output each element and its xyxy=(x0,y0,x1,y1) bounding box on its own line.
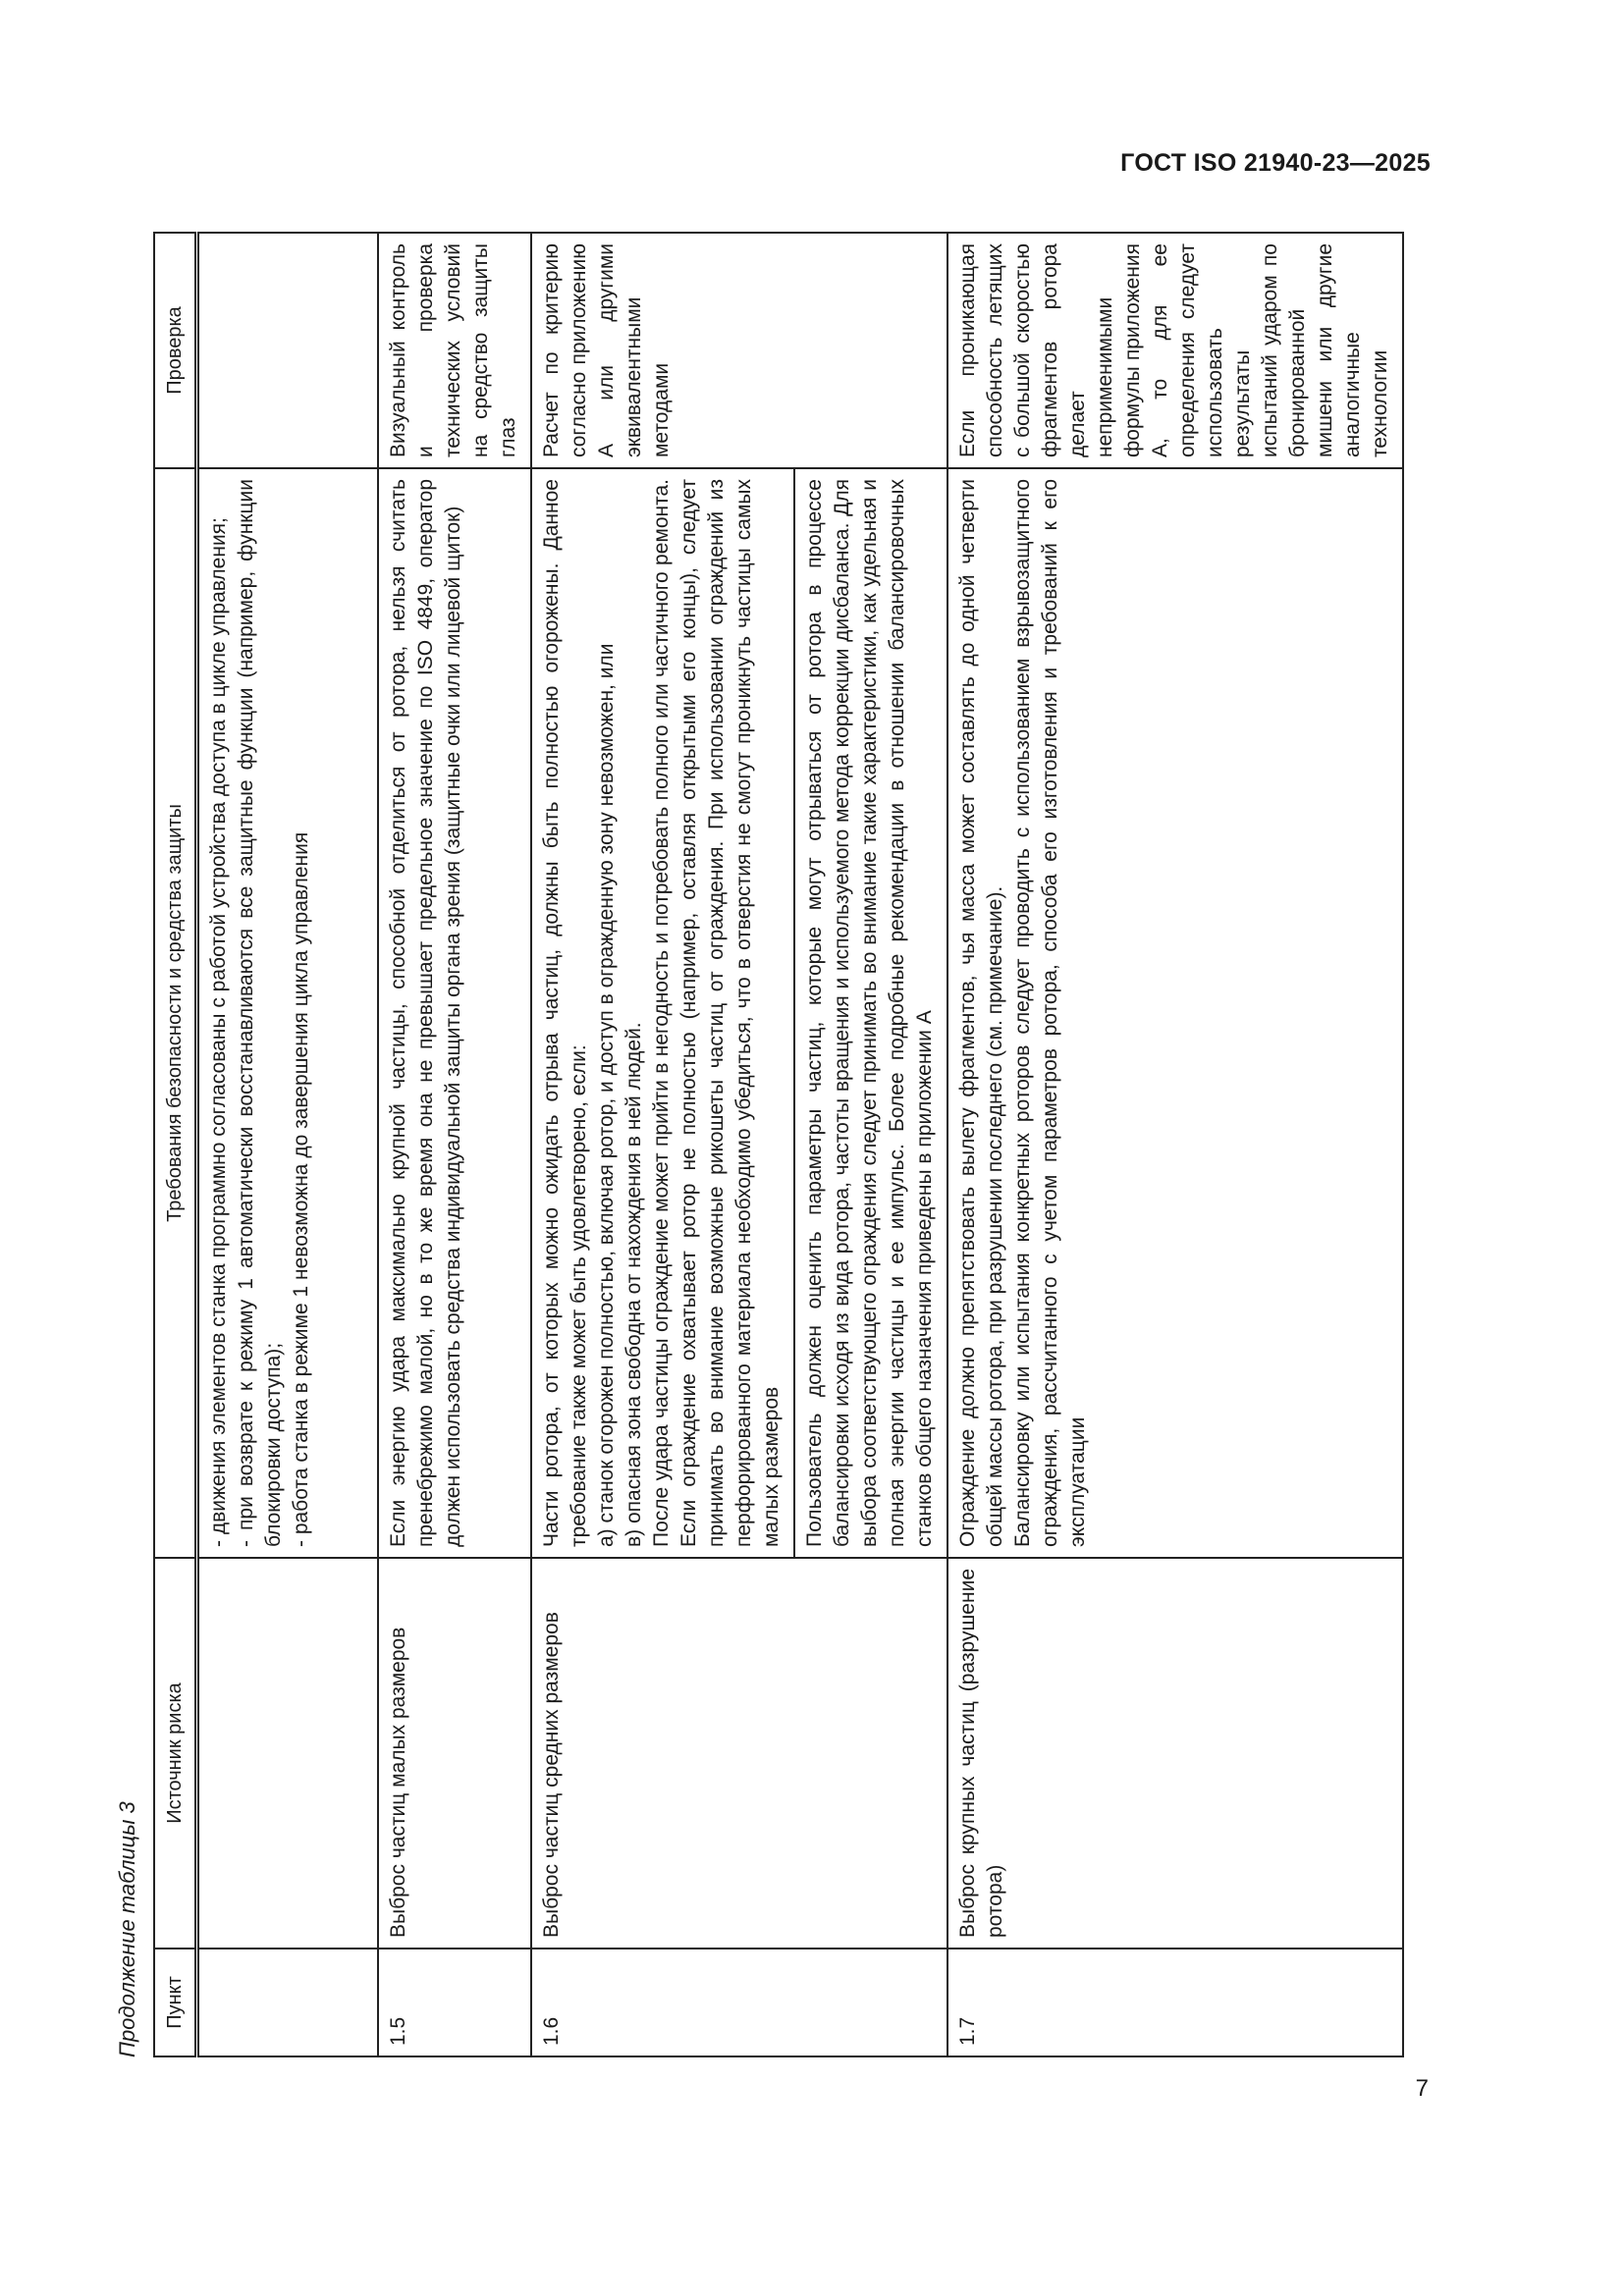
requirement-line: Если энергию удара максимально крупной частицы, способной отделиться от ротора, нельзя считать пренебрежимо малой, но в то же время она не превышает предельное значение по ISO 4849, оператор должен использовать средства индивидуальной защиты органа зрения (защитные очки или лицевой щиток) xyxy=(386,479,464,1547)
rotated-table-area xyxy=(108,232,1426,2057)
row-source: Выброс частиц средних размеров xyxy=(531,1558,947,1949)
requirement-line: - движения элементов станка программно согласованы с работой устройства доступа в цикле управления; xyxy=(207,517,230,1547)
row-check: Расчет по критерию согласно приложению А или другими эквивалентными методами xyxy=(531,233,947,468)
row-source xyxy=(197,1558,378,1949)
page-number: 7 xyxy=(1415,2075,1429,2102)
row-item: 1.7 xyxy=(947,1949,1403,2056)
requirement-line: Балансировку или испытания конкретных роторов следует проводить с использованием взрывозащитного ограждения, рассчитанного с учетом параметров ротора, способа его изготовления и требований к его эксплуатации xyxy=(1010,479,1089,1547)
requirement-line: в) опасная зона свободна от нахождения в ней людей. xyxy=(622,1022,645,1547)
row-check: Если проникающая способность летящих с большой скоростью фрагментов ротора делает неприменимыми формулы приложения А, то для ее определения следует использовать результаты испытаний ударом по бронированной мишени или другие аналогичные технологии xyxy=(947,233,1403,468)
header-check: Проверка xyxy=(154,233,197,468)
row-source: Выброс крупных частиц (разрушение ротора) xyxy=(947,1558,1403,1949)
row-check: Визуальный контроль и проверка технических условий на средство защиты глаз xyxy=(378,233,531,468)
table-row xyxy=(197,233,378,2056)
row-requirements xyxy=(197,468,378,1558)
row-check xyxy=(197,233,378,468)
requirement-line: Ограждение должно препятствовать вылету фрагментов, чья масса может составлять до одной четверти общей массы ротора, при разрушении последнего (см. примечание). xyxy=(955,479,1006,1547)
row-source: Выброс частиц малых размеров xyxy=(378,1558,531,1949)
requirement-line: Пользователь должен оценить параметры частиц, которые могут отрываться от ротора в процессе балансировки исходя из вида ротора, частоты вращения и используемого метода коррекции дисбаланса. Для выбора соответствующего ограждения следует принимать во внимание такие характеристики, как удельная и полная энергии частицы и ее импульс. Более подробные рекомендации в отношении балансировочных станков общего назначения приведены в приложении А xyxy=(802,479,936,1547)
document-code: ГОСТ ISO 21940-23—2025 xyxy=(1120,149,1431,177)
requirement-line: После удара частицы ограждение может прийти в негодность и потребовать полного или частичного ремонта. Если ограждение охватывает ротор не полностью (например, оставляя открытыми его концы), следует принимать во внимание возможные рикошеты частиц от ограждения. При использовании ограждений из перфорированного материала необходимо убедиться, что в отверстия не смогут проникнуть частицы самых малых размеров xyxy=(649,479,783,1547)
row-requirements-user xyxy=(794,468,947,1558)
header-item: Пункт xyxy=(154,1949,197,2056)
row-item: 1.6 xyxy=(531,1949,947,2056)
table-row xyxy=(947,233,1403,2056)
row-requirements xyxy=(378,468,531,1558)
row-requirements xyxy=(947,468,1403,1558)
header-requirements: Требования безопасности и средства защиты xyxy=(154,468,197,1558)
table-row xyxy=(531,233,794,2056)
header-source: Источник риска xyxy=(154,1558,197,1949)
table-row xyxy=(378,233,531,2056)
table-header-row xyxy=(154,233,197,2056)
row-item: 1.5 xyxy=(378,1949,531,2056)
requirement-line: Части ротора, от которых можно ожидать отрыва частиц, должны быть полностью огорожены. Данное требование также может быть удовлетворено, если: xyxy=(539,479,590,1547)
row-requirements xyxy=(531,468,794,1558)
row-item xyxy=(197,1949,378,2056)
requirement-line: - работа станка в режиме 1 невозможна до завершения цикла управления xyxy=(290,831,312,1547)
requirement-line: а) станок огорожен полностью, включая ротор, и доступ в огражденную зону невозможен, или xyxy=(594,643,618,1547)
requirements-table xyxy=(153,232,1404,2057)
table-caption: Продолжение таблицы 3 xyxy=(115,1801,139,2057)
requirement-line: - при возврате к режиму 1 автоматически восстанавливаются все защитные функции (например, функции блокировки доступа); xyxy=(235,479,285,1547)
